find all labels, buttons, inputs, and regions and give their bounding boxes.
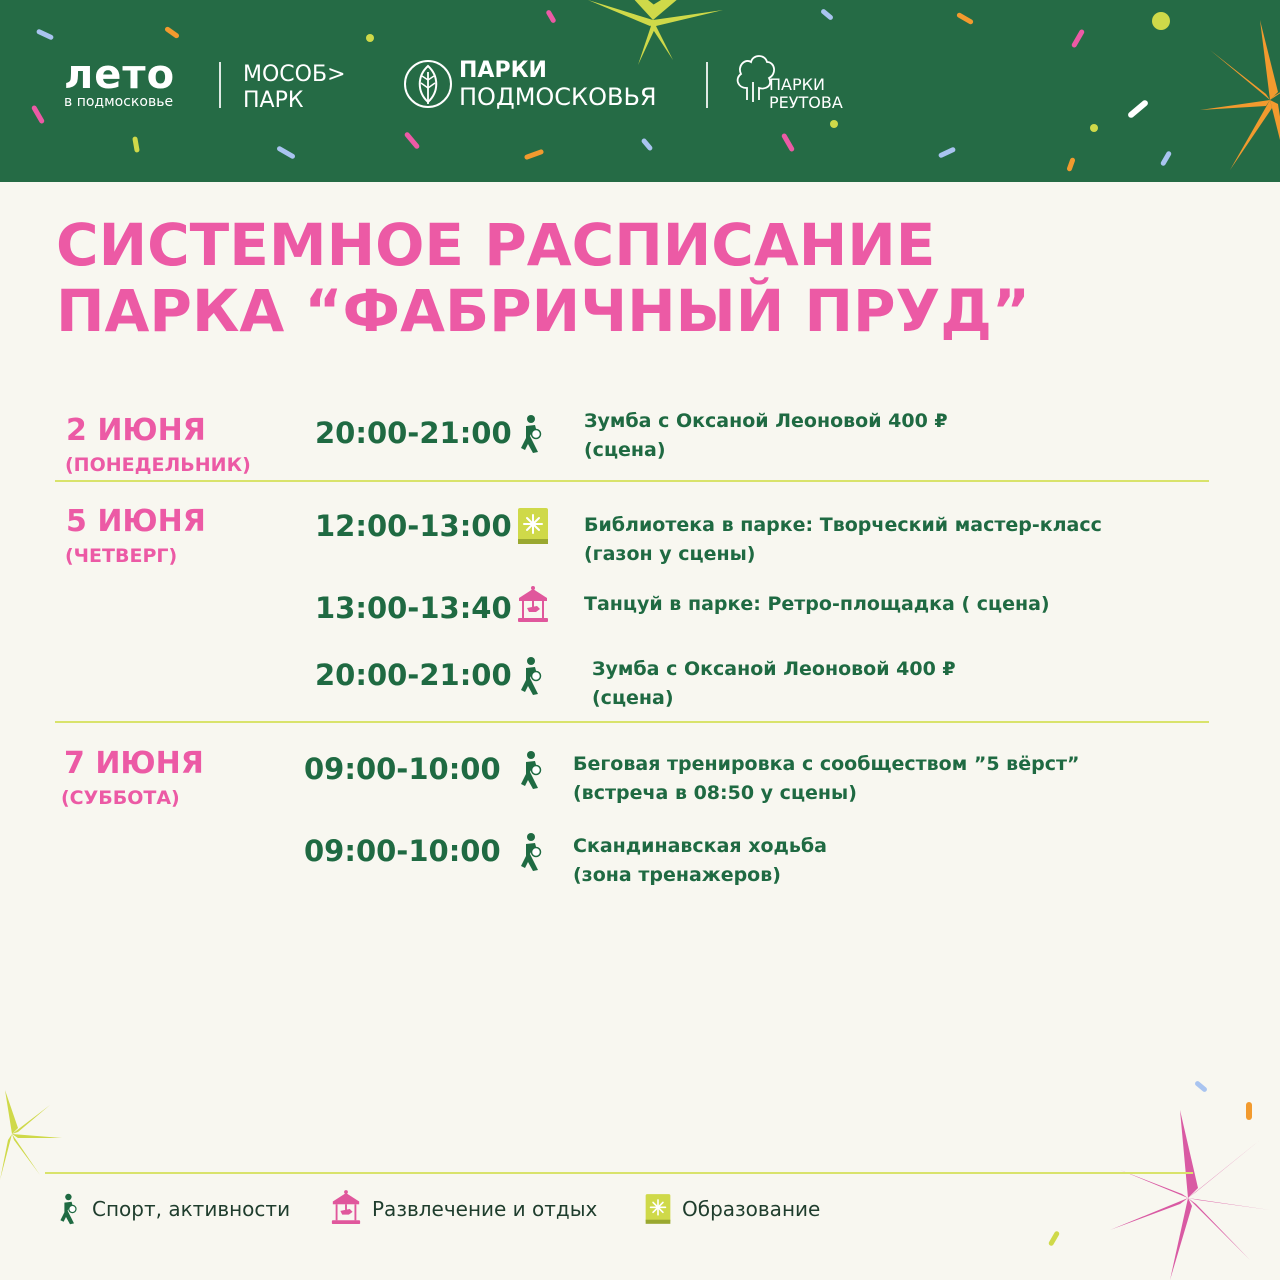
event-title-line1: Беговая тренировка с сообществом ”5 вёрст” <box>573 753 1080 775</box>
event-title <box>584 511 1102 569</box>
logo-separator <box>706 62 708 108</box>
logo-separator <box>219 62 221 108</box>
confetti-decoration <box>1090 124 1098 132</box>
event-time: 09:00-10:00 <box>304 752 501 786</box>
reutov-logo-line1: ПАРКИ <box>769 75 825 94</box>
parki-reutova-logo <box>733 52 843 112</box>
leto-logo-subtitle: в подмосковье <box>64 94 174 110</box>
confetti-decoration <box>781 133 795 153</box>
header-banner <box>0 0 1280 182</box>
leto-logo <box>64 52 176 110</box>
mosoblpark-logo-line1: МОСОБ> <box>243 62 346 87</box>
page-title <box>56 212 1030 344</box>
day-weekday: (ЧЕТВЕРГ) <box>65 545 178 567</box>
sport-icon <box>518 656 548 696</box>
confetti-decoration <box>1246 1102 1252 1120</box>
confetti-decoration <box>1048 1230 1060 1246</box>
title-line1: СИСТЕМНОЕ РАСПИСАНИЕ <box>56 211 936 279</box>
legend-divider <box>45 1172 1193 1174</box>
carousel-icon <box>330 1190 362 1228</box>
confetti-decoration <box>31 105 45 125</box>
confetti-decoration <box>1071 29 1085 49</box>
pink-starburst-decoration <box>1110 1110 1270 1280</box>
event-title <box>592 655 956 713</box>
confetti-decoration <box>545 9 556 24</box>
sport-icon <box>518 832 548 872</box>
confetti-decoration <box>524 149 545 161</box>
sport-icon <box>518 414 548 454</box>
event-title-line2: (газон у сцены) <box>584 543 756 565</box>
event-time: 09:00-10:00 <box>304 834 501 868</box>
event-title-line2: (зона тренажеров) <box>573 864 781 886</box>
event-time: 12:00-13:00 <box>315 509 512 543</box>
confetti-decoration <box>1127 99 1149 119</box>
day-weekday: (ПОНЕДЕЛЬНИК) <box>65 454 251 476</box>
confetti-decoration <box>820 8 834 21</box>
confetti-decoration <box>830 120 838 128</box>
event-title <box>584 407 948 465</box>
confetti-decoration <box>36 28 54 40</box>
confetti-decoration <box>1194 1080 1208 1093</box>
confetti-decoration <box>164 26 180 39</box>
parki-logo-line1: ПАРКИ <box>459 58 547 83</box>
yellow-starburst-decoration <box>0 1090 70 1180</box>
confetti-decoration <box>956 12 974 25</box>
mosoblpark-logo <box>243 62 346 114</box>
confetti-decoration <box>404 131 421 150</box>
day-date: 5 ИЮНЯ <box>66 504 206 539</box>
section-divider <box>55 721 1209 723</box>
confetti-decoration <box>276 145 296 159</box>
event-title-line1: Библиотека в парке: Творческий мастер-класс <box>584 514 1102 536</box>
title-line2: ПАРКА “ФАБРИЧНЫЙ ПРУД” <box>56 277 1030 345</box>
legend-item-entertainment <box>330 1190 597 1228</box>
mosoblpark-logo-line2: ПАРК <box>243 88 304 113</box>
event-time: 13:00-13:40 <box>315 591 512 625</box>
event-title-line2: (сцена) <box>592 687 674 709</box>
event-title-line1: Танцуй в парке: Ретро-площадка ( сцена) <box>584 593 1050 615</box>
confetti-decoration <box>1152 12 1170 30</box>
confetti-decoration <box>1160 150 1172 166</box>
event-title-line2: (сцена) <box>584 439 666 461</box>
event-title <box>573 750 1079 808</box>
day-date: 7 ИЮНЯ <box>64 746 204 781</box>
legend-item-sport <box>58 1190 290 1228</box>
confetti-decoration <box>1066 157 1075 172</box>
section-divider <box>55 480 1209 482</box>
reutov-logo-line2: РЕУТОВА <box>769 93 843 112</box>
parki-logo-line2: ПОДМОСКОВЬЯ <box>459 83 657 111</box>
leaf-icon <box>403 58 453 110</box>
education-book-icon <box>644 1190 672 1228</box>
event-title <box>584 590 1050 619</box>
confetti-decoration <box>641 138 654 152</box>
event-time: 20:00-21:00 <box>315 416 512 450</box>
legend-label: Спорт, активности <box>92 1197 291 1221</box>
legend-label: Образование <box>682 1197 821 1221</box>
day-date: 2 ИЮНЯ <box>66 413 206 448</box>
carousel-icon <box>516 586 550 626</box>
day-weekday: (СУББОТА) <box>61 787 180 809</box>
event-title <box>573 832 827 890</box>
legend-item-education <box>644 1190 820 1228</box>
sport-icon <box>518 750 548 790</box>
parki-podmoskovya-logo <box>403 58 657 110</box>
confetti-decoration <box>366 34 374 42</box>
leto-logo-text: лето <box>64 52 176 98</box>
confetti-decoration <box>938 146 956 158</box>
legend-label: Развлечение и отдых <box>372 1197 598 1221</box>
event-time: 20:00-21:00 <box>315 658 512 692</box>
orange-starburst-decoration <box>1200 20 1280 180</box>
education-book-icon <box>516 506 550 546</box>
event-title-line1: Зумба с Оксаной Леоновой 400 ₽ <box>584 410 948 432</box>
sport-icon <box>58 1190 82 1228</box>
confetti-decoration <box>132 136 140 153</box>
event-title-line2: (встреча в 08:50 у сцены) <box>573 782 857 804</box>
event-title-line1: Скандинавская ходьба <box>573 835 827 857</box>
event-title-line1: Зумба с Оксаной Леоновой 400 ₽ <box>592 658 956 680</box>
